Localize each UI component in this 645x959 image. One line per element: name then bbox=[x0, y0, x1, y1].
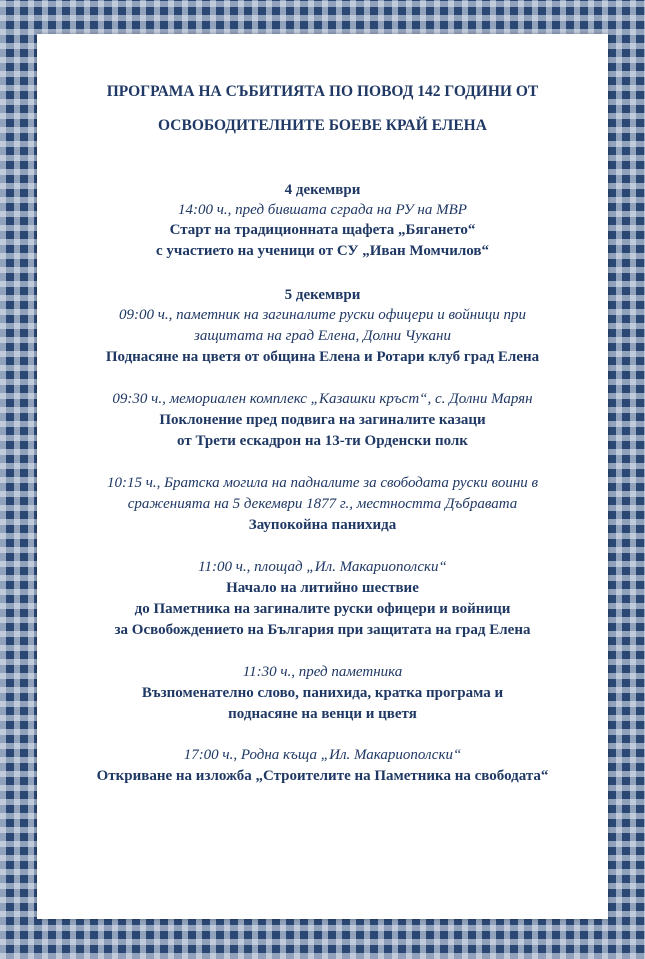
day-1-line-2: с участието на ученици от СУ „Иван Момчилов“ bbox=[155, 243, 490, 259]
event-4-time-place: 11:00 ч., площад „Ил. Макариополски“ bbox=[198, 559, 447, 575]
event-4-line-3: за Освобождението на България при защитата на град Елена bbox=[114, 622, 531, 638]
event-5-line-1: Възпоменателно слово, панихида, кратка програма и bbox=[141, 685, 504, 701]
event-6-line-1: Откриване на изложба „Строителите на Паметника на свободата“ bbox=[96, 768, 549, 784]
event-1-line-1: Поднасяне на цветя от община Елена и Ротари клуб град Елена bbox=[105, 349, 540, 365]
event-1-time-place-line-2: защитата на град Елена, Долни Чукани bbox=[194, 328, 451, 344]
event-2-line-1: Поклонение пред подвига на загиналите казаци bbox=[159, 412, 486, 428]
event-4-line-2: до Паметника на загиналите руски офицери и войници bbox=[134, 601, 511, 617]
event-6-time-place: 17:00 ч., Родна къща „Ил. Макариополски“ bbox=[183, 747, 462, 763]
day-2-date: 5 декември bbox=[284, 287, 361, 303]
event-1-time-place-line-1: 09:00 ч., паметник на загиналите руски офицери и войници при bbox=[119, 307, 526, 323]
event-5-line-2: поднасяне на венци и цветя bbox=[228, 706, 417, 722]
event-5-time-place: 11:30 ч., пред паметника bbox=[242, 664, 403, 680]
day-1-date: 4 декември bbox=[284, 182, 361, 198]
event-3-line-1: Заупокойна панихида bbox=[248, 517, 397, 533]
day-1-time-place: 14:00 ч., пред бившата сграда на РУ на МВР bbox=[178, 202, 467, 218]
event-3-time-place-line-2: сраженията на 5 декември 1877 г., местността Дъбравата bbox=[127, 496, 518, 512]
event-2-time-place: 09:30 ч., мемориален комплекс „Казашки кръст“, с. Долни Марян bbox=[112, 391, 533, 407]
document-title-line-2: ОСВОБОДИТЕЛНИТЕ БОЕВЕ КРАЙ ЕЛЕНА bbox=[158, 117, 487, 134]
document-title-line-1: ПРОГРАМА НА СЪБИТИЯТА ПО ПОВОД 142 ГОДИНИ ОТ bbox=[106, 83, 539, 100]
event-3-time-place-line-1: 10:15 ч., Братска могила на падналите за свободата руски воини в bbox=[106, 475, 539, 491]
day-1-line-1: Старт на традиционната щафета „Бягането“ bbox=[169, 222, 476, 238]
program-sheet bbox=[37, 34, 608, 919]
event-2-line-2: от Трети ескадрон на 13-ти Орденски полк bbox=[177, 433, 468, 449]
event-4-line-1: Начало на литийно шествие bbox=[226, 580, 419, 596]
